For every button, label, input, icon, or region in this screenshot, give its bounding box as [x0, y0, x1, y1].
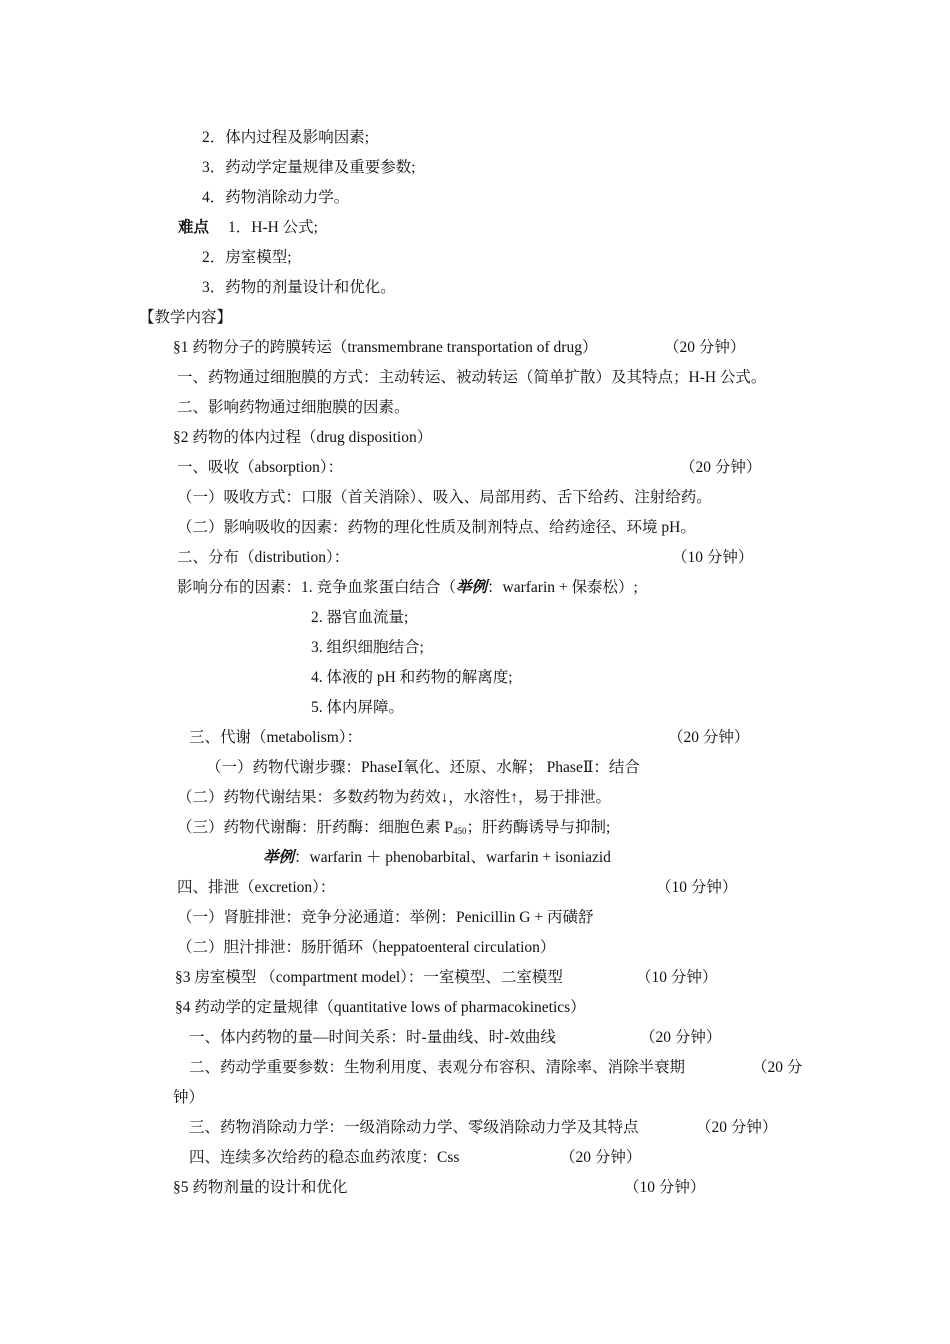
section-2-heading: §2 药物的体内过程（drug disposition）	[173, 429, 433, 446]
section-1-heading: §1 药物分子的跨膜转运（transmembrane transportation of drug）	[173, 339, 598, 356]
distribution-time: （10 分钟）	[672, 549, 754, 566]
excretion-item-2: （二）胆汁排泄：肠肝循环（heppatoenteral circulation）	[177, 939, 556, 956]
distribution-factor-2: 2. 器官血流量;	[311, 609, 409, 626]
p450-subscript: 450	[453, 826, 467, 836]
section-4-heading: §4 药动学的定量规律（quantitative lows of pharmacokinetics）	[175, 999, 586, 1016]
excretion-time: （10 分钟）	[656, 879, 738, 896]
metabolism-item-2: （二）药物代谢结果：多数药物为药效↓，水溶性↑，易于排泄。	[177, 789, 612, 806]
section-4-item-2-time: （20 分	[752, 1059, 803, 1076]
excretion-item-1: （一）肾脏排泄：竞争分泌通道：举例：Penicillin G + 丙磺舒	[177, 909, 594, 926]
metabolism-item-1: （一）药物代谢步骤：PhaseⅠ氧化、还原、水解； PhaseⅡ：结合	[206, 759, 640, 776]
distribution-factor-1	[177, 578, 638, 598]
metabolism-heading: 三、代谢（metabolism）：	[189, 729, 363, 746]
section-4-item-2: 二、药动学重要参数：生物利用度、表观分布容积、清除率、消除半衰期	[189, 1059, 686, 1076]
section-4-item-4: 四、连续多次给药的稳态血药浓度：Css	[189, 1149, 460, 1166]
section-5-time: （10 分钟）	[624, 1179, 706, 1196]
section-4-item-4-time: （20 分钟）	[560, 1149, 642, 1166]
content-heading: 【教学内容】	[139, 309, 233, 326]
section-1-item-1: 一、药物通过细胞膜的方式：主动转运、被动转运（简单扩散）及其特点；H-H 公式。	[177, 369, 767, 386]
difficulty-3: 3．药物的剂量设计和优化。	[202, 279, 396, 296]
distribution-factor-3: 3. 组织细胞结合;	[311, 639, 424, 656]
difficulty-1: 1．H-H 公式;	[228, 219, 318, 236]
distribution-factor-prefix: 影响分布的因素：1. 竞争血浆蛋白结合（	[177, 579, 457, 596]
section-3-time: （10 分钟）	[636, 969, 718, 986]
difficulty-2: 2．房室模型;	[202, 249, 292, 266]
metabolism-time: （20 分钟）	[668, 729, 750, 746]
section-4-item-3-time: （20 分钟）	[696, 1119, 778, 1136]
key-point-2: 2．体内过程及影响因素;	[202, 129, 370, 146]
difficulties-label: 难点	[178, 219, 210, 236]
absorption-item-2: （二）影响吸收的因素：药物的理化性质及制剂特点、给药途径、环境 pH。	[177, 519, 696, 536]
section-1-time: （20 分钟）	[664, 339, 746, 356]
distribution-factor-5: 5. 体内屏障。	[311, 699, 405, 716]
section-4-item-3: 三、药物消除动力学：一级消除动力学、零级消除动力学及其特点	[189, 1119, 639, 1136]
metabolism-item-3-prefix: （三）药物代谢酶：肝药酶：细胞色素 P	[177, 819, 453, 836]
metabolism-example	[263, 848, 611, 868]
metabolism-item-3-suffix: ；肝药酶诱导与抑制;	[466, 819, 611, 836]
section-3-heading: §3 房室模型 （compartment model）：一室模型、二室模型	[175, 969, 563, 986]
key-point-3: 3．药动学定量规律及重要参数;	[202, 159, 416, 176]
section-4-item-1-time: （20 分钟）	[640, 1029, 722, 1046]
section-1-item-2: 二、影响药物通过细胞膜的因素。	[177, 399, 410, 416]
distribution-factor-4: 4. 体液的 pH 和药物的解离度;	[311, 669, 513, 686]
distribution-heading: 二、分布（distribution）：	[177, 549, 350, 566]
distribution-factor-suffix: ：warfarin + 保泰松）;	[487, 579, 638, 596]
metabolism-example-text: ：warfarin ＋ phenobarbital、warfarin + isoniazid	[294, 849, 611, 866]
metabolism-example-label: 举例	[263, 849, 295, 866]
absorption-time: （20 分钟）	[680, 459, 762, 476]
metabolism-item-3	[177, 818, 610, 841]
key-point-4: 4．药物消除动力学。	[202, 189, 350, 206]
excretion-heading: 四、排泄（excretion）：	[177, 879, 336, 896]
distribution-example-label: 举例	[456, 579, 488, 596]
section-5-heading: §5 药物剂量的设计和优化	[173, 1179, 348, 1196]
section-4-item-2-wrap: 钟）	[173, 1089, 205, 1106]
section-4-item-1: 一、体内药物的量—时间关系：时-量曲线、时-效曲线	[189, 1029, 556, 1046]
absorption-heading: 一、吸收（absorption）：	[177, 459, 344, 476]
absorption-item-1: （一）吸收方式：口服（首关消除）、吸入、局部用药、舌下给药、注射给药。	[177, 489, 712, 506]
